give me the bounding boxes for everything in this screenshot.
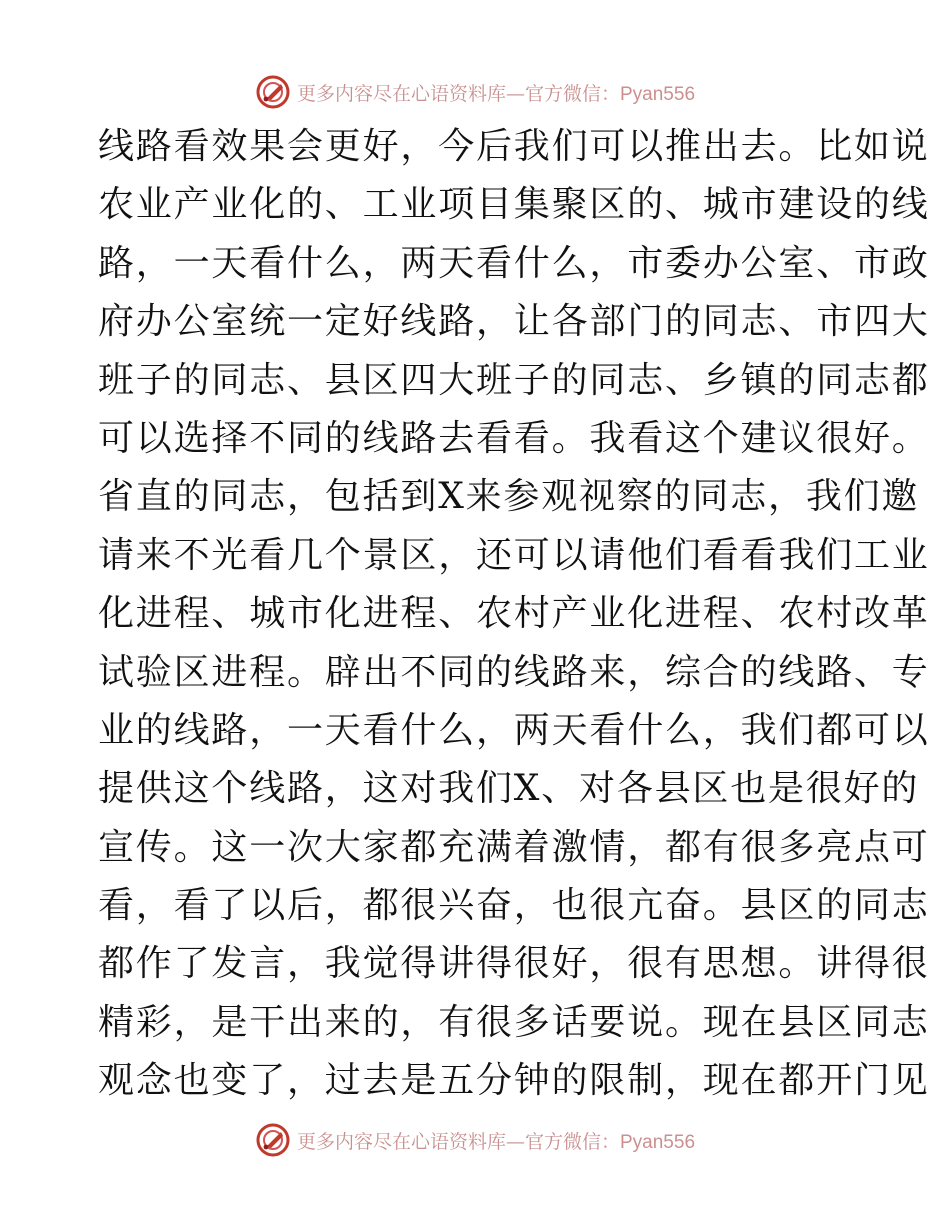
- text-line: 业的线路，一天看什么，两天看什么，我们都可以: [98, 709, 930, 751]
- text-line: 提供这个线路，这对我们X、对各县区也是很好的: [98, 768, 920, 810]
- watermark-text: 更多内容尽在心语资料库—官方微信：Pyan556: [296, 82, 696, 105]
- header-watermark: [0, 72, 950, 112]
- text-line: 宣传。这一次大家都充满着激情，都有很多亮点可: [98, 826, 930, 868]
- red-circular-logo-icon: [255, 1122, 291, 1158]
- text-line: 化进程、城市化进程、农村产业化进程、农村改革: [98, 593, 930, 635]
- text-line: 都作了发言，我觉得讲得很好，很有思想。讲得很: [98, 943, 930, 985]
- watermark-text: 更多内容尽在心语资料库—官方微信：Pyan556: [296, 1130, 696, 1153]
- red-circular-logo-icon: [255, 74, 291, 110]
- text-line: 可以选择不同的线路去看看。我看这个建议很好。: [98, 417, 930, 459]
- text-line: 精彩，是干出来的，有很多话要说。现在县区同志: [98, 1001, 930, 1043]
- text-line: 观念也变了，过去是五分钟的限制，现在都开门见: [98, 1060, 930, 1102]
- text-line: 班子的同志、县区四大班子的同志、乡镇的同志都: [98, 359, 930, 401]
- text-line: 请来不光看几个景区，还可以请他们看看我们工业: [98, 534, 930, 576]
- footer-watermark: [0, 1120, 950, 1160]
- text-line: 路，一天看什么，两天看什么，市委办公室、市政: [98, 242, 930, 284]
- text-line: 农业产业化的、工业项目集聚区的、城市建设的线: [98, 184, 930, 226]
- text-line: 省直的同志，包括到X来参观视察的同志，我们邀: [98, 476, 920, 518]
- text-line: 看，看了以后，都很兴奋，也很亢奋。县区的同志: [98, 885, 930, 927]
- document-body: [98, 118, 930, 1111]
- text-line: 府办公室统一定好线路，让各部门的同志、市四大: [98, 301, 930, 343]
- text-line: 试验区进程。辟出不同的线路来，综合的线路、专: [98, 651, 930, 693]
- text-line: 线路看效果会更好，今后我们可以推出去。比如说: [98, 126, 930, 167]
